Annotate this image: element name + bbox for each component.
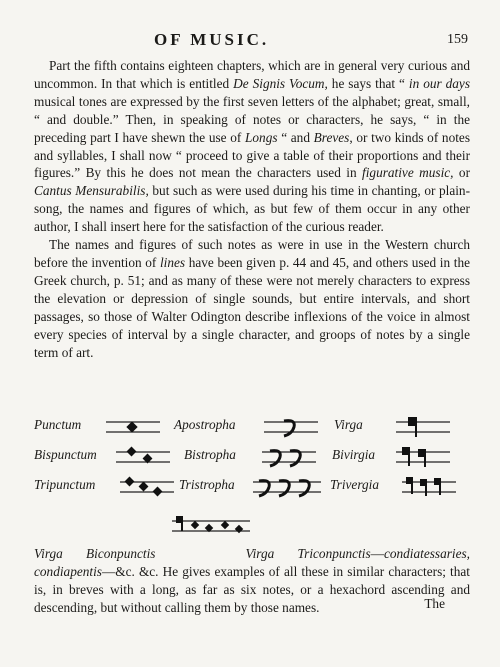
neume-label-tripunctum: Tripunctum — [34, 477, 96, 492]
neume-row-3 — [34, 475, 470, 505]
text-run: have been given p. 44 and 45, and others used in the Greek church, p. 51; and as many of these were not merely characters to express the elevation or depression of single sounds, but entire intervals, and short passages, so those of Walter Odington describe inflexions of the voice in almost every species of interval by a single character, and groops of notes by a single term of art. — [34, 254, 470, 360]
text-run: or — [453, 165, 470, 181]
italic-run: in our days — [408, 75, 471, 91]
paragraph-2 — [34, 236, 470, 361]
text-run: —&c. &c. He gives examples of all these in similar characters; that is, in breves with a long, as far as six notes, or a hexachord ascending and descending, but without calling them by those names. — [34, 563, 470, 615]
virga-neume-figure — [394, 415, 452, 439]
italic-run: De Signis Vocum, — [233, 75, 328, 91]
closing-paragraph — [34, 545, 470, 617]
bleed-through-texture — [40, 615, 470, 660]
text-run: — — [370, 546, 384, 561]
text-run: The names and figures of such notes as were in use in the Western church before the invention of — [34, 237, 470, 270]
trivergia-neume-figure — [400, 475, 458, 499]
neume-label-apostropha: Apostropha — [174, 417, 236, 432]
neume-label-virga: Virga — [334, 417, 363, 432]
text-run: “ and — [277, 129, 314, 145]
bistropha-neume-figure — [260, 445, 318, 469]
neume-label-bivirgia: Bivirgia — [332, 447, 376, 462]
text-run: musical tones are expressed by the first seven letters of the alphabet; great, small, “ and double.” Then, in speaking of notes or characters, he says, “ in the preceding part I have shewn the use of — [34, 93, 470, 145]
text-run: Part the fifth contains eighteen chapters, which are in general very curious and uncommon. In that which is entitled — [34, 58, 470, 91]
neume-label-tristropha: Tristropha — [179, 477, 235, 492]
italic-run: Longs — [245, 129, 278, 145]
bivirgia-neume-figure — [394, 445, 452, 469]
text-run: he says that “ — [327, 75, 409, 91]
italic-run: figurative music, — [362, 165, 454, 181]
apostropha-neume-figure — [262, 415, 320, 439]
text-run: but such as were used during his time in chanting, or plain-song, the names and figures of which, as but few of them occur in any other author, I shall insert here for the satisfaction of the curious reader. — [34, 183, 471, 235]
italic-run: Virga Biconpunctis — [34, 546, 156, 561]
tristropha-neume-figure — [251, 475, 323, 499]
running-head: OF MUSIC. — [154, 30, 270, 49]
italic-run: Virga Triconpunctis — [245, 546, 371, 561]
page-number: 159 — [447, 32, 468, 47]
neume-row-2 — [34, 445, 470, 475]
neume-label-punctum: Punctum — [34, 417, 82, 432]
bispunctum-neume-figure — [114, 445, 172, 469]
neume-label-bispunctum: Bispunctum — [34, 447, 97, 462]
text-run: , or two kinds of notes and syllables, I shall now “ proceed to give a table of their proportions and their figures.” By this he does not mean the characters used in — [34, 129, 470, 181]
paragraph-1 — [34, 57, 470, 236]
neume-label-bistropha: Bistropha — [184, 447, 236, 462]
neume-row-1 — [34, 415, 470, 445]
italic-run: condiatessaries, condiapentis — [34, 546, 470, 579]
tripunctum-neume-figure — [118, 475, 176, 499]
virga-biconpunctis-neume-figure — [170, 515, 252, 537]
italic-run: Breves — [313, 129, 350, 145]
catchword: The — [424, 596, 445, 611]
closing-text — [34, 545, 470, 617]
neume-label-trivergia: Trivergia — [330, 477, 380, 492]
page-header — [44, 30, 468, 52]
punctum-neume-figure — [104, 415, 162, 439]
italic-run: lines — [159, 254, 186, 270]
body-text — [34, 57, 470, 361]
italic-run: Cantus Mensurabilis, — [34, 183, 149, 199]
neume-table — [34, 415, 470, 505]
